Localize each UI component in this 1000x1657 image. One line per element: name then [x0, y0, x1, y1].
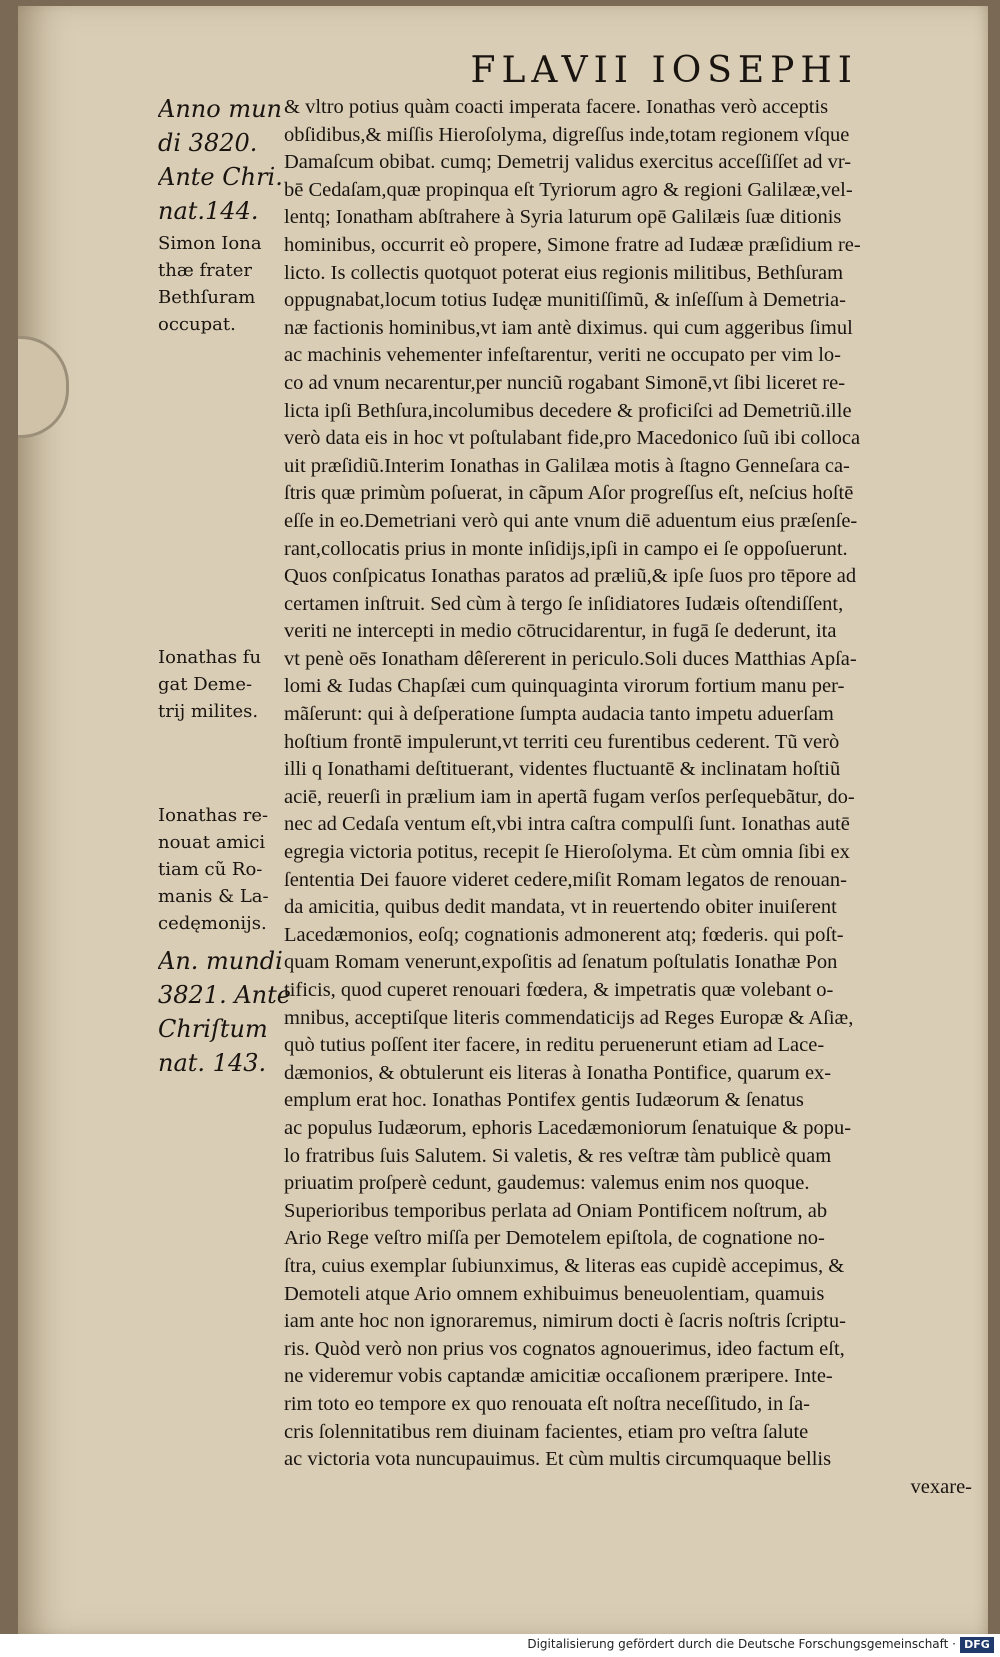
body-line: bē Cedaſam,quæ propinqua eſt Tyriorum agro & regioni Galilææ,vel-: [284, 178, 853, 201]
body-text: [284, 94, 972, 1501]
margin-note-anno-3821: [158, 944, 298, 1080]
margin-note-line: Bethſuram: [158, 287, 256, 308]
body-line: eſſe in eo.Demetriani verò qui ante vnum diē aduentum eius præſenſe-: [284, 509, 858, 532]
body-line: co ad vnum necarentur,per nunciũ rogabant Simonē,vt ſibi liceret re-: [284, 371, 846, 394]
body-line: vexare-: [910, 1475, 972, 1498]
body-line: egregia victoria potitus, recepit ſe Hieroſolyma. Et cùm omnia ſibi ex: [284, 841, 850, 864]
digitization-footer: [0, 1634, 1000, 1657]
body-line: hoſtium frontē impulerunt,vt territi ceu furentibus cederent. Tũ verò: [284, 730, 840, 753]
body-line: Superioribus temporibus perlata ad Oniam Pontificem noſtrum, ab: [284, 1199, 828, 1222]
margin-note-fugat: [158, 644, 298, 725]
body-line: mnibus, acceptiſque literis commendaticijs ad Reges Europæ & Aſiæ,: [284, 1006, 854, 1029]
margin-note-line: thæ frater: [158, 260, 252, 281]
body-line: Lacedæmonios, eoſq; cognationis admonerent atq; fœderis. qui poſt-: [284, 923, 844, 946]
body-line: emplum erat hoc. Ionathas Pontifex gentis Iudæorum & ſenatus: [284, 1089, 804, 1112]
margin-note-line: An. mundi: [158, 947, 283, 975]
body-line: licta ipſi Bethſura,incolumibus decedere & proficiſci ad Demetriũ.ille: [284, 399, 852, 422]
margin-note-line: tiam cũ Ro-: [158, 859, 263, 880]
margin-note-line: Ionathas re-: [158, 805, 269, 826]
body-line: Quos conſpicatus Ionathas paratos ad præliũ,& ipſe ſuos pro tēpore ad: [284, 565, 857, 588]
body-line: illi q Ionathami deſtituerant, videntes fluctuantē & inclinatam hoſtiũ: [284, 758, 841, 781]
body-line: iam ante hoc non ignoraremus, nimirum docti è ſacris noſtris ſcriptu-: [284, 1310, 846, 1333]
body-line: ac populus Iudæorum, ephoris Lacedæmoniorum ſenatuique & popu-: [284, 1116, 852, 1139]
body-line: da amicitia, quibus dedit mandata, vt in reuertendo obiter inuiſerent: [284, 896, 837, 919]
body-line: oppugnabat,locum totius Iudęæ munitiſſimũ, & inſeſſum à Demetria-: [284, 289, 846, 312]
margin-note-line: nouat amici: [158, 832, 266, 853]
body-line: rim toto eo tempore ex quo renouata eſt noſtra neceſſitudo, in ſa-: [284, 1392, 810, 1415]
margin-note-line: 3821. Ante: [158, 981, 291, 1009]
book-page: [18, 6, 988, 1634]
margin-note-anno-3820: [158, 92, 298, 228]
margin-note-line: nat.144.: [158, 197, 259, 225]
body-line: & vltro potius quàm coacti imperata facere. Ionathas verò acceptis: [284, 96, 829, 118]
footer-credit: Digitalisierung gefördert durch die Deutsche Forschungsgemeinschaft ·: [527, 1637, 956, 1651]
margin-note-line: di 3820.: [158, 129, 258, 157]
body-line: priuatim proſperè cedunt, gaudemus: valemus enim nos quoque.: [284, 1172, 810, 1195]
margin-note-line: nat. 143.: [158, 1049, 267, 1077]
body-line: ris. Quòd verò non prius vos cognatos agnouerimus, ideo factum eſt,: [284, 1337, 845, 1360]
body-line: Demoteli atque Ario omnem exhibuimus beneuolentiam, quamuis: [284, 1282, 825, 1305]
body-line: næ factionis hominibus,vt iam antè diximus. qui cum aggeribus ſimul: [284, 316, 853, 339]
running-head: FLAVII IOSEPHI: [470, 50, 858, 91]
body-line: uit præſidiũ.Interim Ionathas in Galilæa motis à ſtagno Genneſara ca-: [284, 454, 850, 477]
margin-note-simon: [158, 230, 298, 338]
body-line: ſententia Dei fauore videret cedere,miſit Romam legatos de renouan-: [284, 868, 847, 891]
body-line: Damaſcum obibat. cumq; Demetrij validus exercitus acceſſiſſet ad vr-: [284, 151, 852, 174]
margin-note-renouat: [158, 802, 298, 937]
margin-note-line: Ionathas fu: [158, 647, 262, 668]
margin-note-line: Ante Chri.: [158, 163, 283, 191]
body-line: certamen inſtruit. Sed cùm à tergo ſe inſidiatores Iudæis oſtendiſſent,: [284, 592, 844, 615]
body-line: rant,collocatis prius in monte inſidijs,ipſi in campo ei ſe oppoſuerunt.: [284, 537, 848, 560]
margin-note-line: cedęmonijs.: [158, 913, 267, 934]
body-line: quam Romam venerunt,expoſitis ad ſenatum poſtulatis Ionathæ Pon: [284, 951, 838, 974]
body-line: dæmonios, & obtulerunt eis literas à Ionatha Pontifice, quarum ex-: [284, 1061, 832, 1084]
body-line: ne videremur vobis captandæ amicitiæ occaſionem præripere. Inte-: [284, 1365, 833, 1388]
margin-note-line: trij milites.: [158, 701, 259, 722]
body-line: aciē, reuerſi in prælium iam in apertã fugam verſos perſequebãtur, do-: [284, 785, 855, 808]
body-line: Ario Rege veſtro miſſa per Demotelem epiſtola, de cognatione no-: [284, 1227, 825, 1250]
body-line: verò data eis in hoc vt poſtulabant fide,pro Macedonico ſuũ ibi colloca: [284, 427, 861, 450]
body-line: cris ſolennitatibus rem diuinam facientes, etiam pro veſtra ſalute: [284, 1420, 809, 1443]
body-line: vt penè oēs Ionatham dêſererent in periculo.Soli duces Matthias Apſa-: [284, 647, 857, 670]
dfg-logo: DFG: [960, 1637, 994, 1653]
body-line: veriti ne intercepti in medio cōtrucidarentur, in fugā ſe dederunt, ita: [284, 620, 837, 643]
body-line: quò tutius poſſent iter facere, in reditu peruenerunt etiam ad Lace-: [284, 1034, 825, 1057]
page-tab-marker: [18, 336, 69, 438]
margin-note-line: Simon Iona: [158, 233, 262, 254]
margin-note-line: Anno mun: [158, 95, 282, 123]
body-line: obſidibus,& miſſis Hieroſolyma, digreſſus inde,totam regionem vſque: [284, 123, 850, 146]
body-line: nec ad Cedaſa ventum eſt,vbi intra caſtra compulſi ſunt. Ionathas autē: [284, 813, 850, 836]
body-line: mãſerunt: qui à deſperatione ſumpta audacia tanto impetu aduerſam: [284, 703, 834, 726]
margin-note-line: gat Deme-: [158, 674, 253, 695]
body-line: ac victoria vota nuncupauimus. Et cùm multis circumquaque bellis: [284, 1448, 832, 1471]
body-line: licto. Is collectis quotquot poterat eius regionis militibus, Bethſuram: [284, 261, 844, 284]
body-line: tificis, quod cuperet renouari fœdera, & impetratis quæ volebant o-: [284, 979, 834, 1001]
body-line: lentq; Ionatham abſtrahere à Syria laturum opē Galilæis ſuæ ditionis: [284, 206, 842, 229]
body-line: lomi & Iudas Chapſæi cum quinquaginta virorum fortium manu per-: [284, 675, 845, 698]
margin-note-line: occupat.: [158, 314, 236, 335]
body-line: ſtris quæ primùm poſuerat, in cãpum Aſor progreſſus eſt, neſcius hoſtē: [284, 482, 854, 505]
margin-note-line: Chriſtum: [158, 1015, 268, 1043]
body-line: ac machinis vehementer infeſtarentur, veriti ne occupato per vim lo-: [284, 344, 842, 367]
body-line: ſtra, cuius exemplar ſubiunximus, & literas eas cupidè accepimus, &: [284, 1254, 845, 1277]
body-line: lo fratribus ſuis Salutem. Si valetis, & res veſtræ tàm publicè quam: [284, 1144, 832, 1167]
margin-note-line: manis & La-: [158, 886, 269, 907]
body-line: hominibus, occurrit eò propere, Simone fratre ad Iudææ præſidium re-: [284, 233, 861, 256]
